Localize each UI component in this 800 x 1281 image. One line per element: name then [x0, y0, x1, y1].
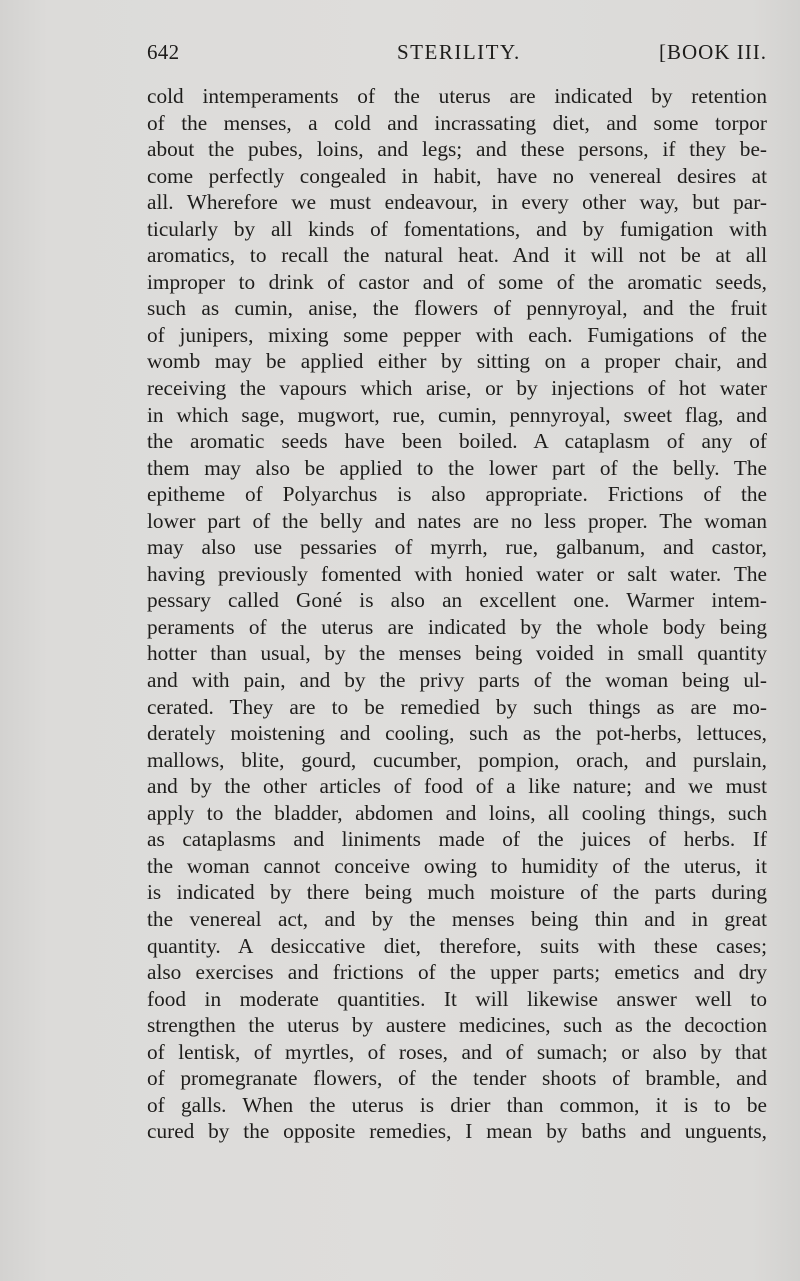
- text-line: having previously fomented with honied water or salt water. The: [147, 561, 767, 586]
- text-line: of junipers, mixing some pepper with each. Fumigations of the: [147, 322, 767, 347]
- text-line: all. Wherefore we must endeavour, in every other way, but par-: [147, 190, 767, 215]
- text-line: as cataplasms and liniments made of the juices of herbs. If: [147, 827, 767, 852]
- text-line: and with pain, and by the privy parts of the woman being ul-: [147, 668, 767, 693]
- text-line: peraments of the uterus are indicated by the whole body being: [147, 614, 767, 639]
- text-line: derately moistening and cooling, such as the pot-herbs, lettuces,: [147, 721, 767, 746]
- text-line: hotter than usual, by the menses being voided in small quantity: [147, 641, 767, 666]
- text-line: about the pubes, loins, and legs; and these persons, if they be-: [147, 137, 767, 162]
- text-line: of lentisk, of myrtles, of roses, and of sumach; or also by that: [147, 1039, 767, 1064]
- text-line: apply to the bladder, abdomen and loins, all cooling things, such: [147, 800, 767, 825]
- body-text: [147, 83, 767, 1145]
- text-line: is indicated by there being much moisture of the parts during: [147, 880, 767, 905]
- text-line: of promegranate flowers, of the tender shoots of bramble, and: [147, 1066, 767, 1091]
- text-line: womb may be applied either by sitting on a proper chair, and: [147, 349, 767, 374]
- text-line: also exercises and frictions of the upper parts; emetics and dry: [147, 960, 767, 985]
- text-line: strengthen the uterus by austere medicines, such as the decoction: [147, 1013, 767, 1038]
- running-title: STERILITY.: [397, 40, 521, 64]
- text-line: ticularly by all kinds of fomentations, and by fumigation with: [147, 216, 767, 241]
- text-line: aromatics, to recall the natural heat. And it will not be at all: [147, 243, 767, 268]
- text-line: receiving the vapours which arise, or by injections of hot water: [147, 376, 767, 401]
- text-line: quantity. A desiccative diet, therefore, suits with these cases;: [147, 933, 767, 958]
- text-line: of galls. When the uterus is drier than common, it is to be: [147, 1092, 767, 1117]
- text-line: may also use pessaries of myrrh, rue, galbanum, and castor,: [147, 535, 767, 560]
- text-line: improper to drink of castor and of some of the aromatic seeds,: [147, 269, 767, 294]
- running-head: [147, 40, 767, 70]
- text-line: and by the other articles of food of a like nature; and we must: [147, 774, 767, 799]
- text-line: the woman cannot conceive owing to humidity of the uterus, it: [147, 853, 767, 878]
- text-line: cold intemperaments of the uterus are indicated by retention: [147, 84, 767, 108]
- text-line: cured by the opposite remedies, I mean by baths and unguents,: [147, 1119, 767, 1144]
- page-number: 642: [147, 40, 180, 64]
- text-line: mallows, blite, gourd, cucumber, pompion, orach, and purslain,: [147, 747, 767, 772]
- text-line: of the menses, a cold and incrassating diet, and some torpor: [147, 110, 767, 135]
- text-line: cerated. They are to be remedied by such things as are mo-: [147, 694, 767, 719]
- text-line: food in moderate quantities. It will likewise answer well to: [147, 986, 767, 1011]
- text-line: the venereal act, and by the menses being thin and in great: [147, 906, 767, 931]
- text-line: them may also be applied to the lower part of the belly. The: [147, 455, 767, 480]
- text-line: the aromatic seeds have been boiled. A cataplasm of any of: [147, 429, 767, 454]
- text-line: pessary called Goné is also an excellent one. Warmer intem-: [147, 588, 767, 613]
- text-line: such as cumin, anise, the flowers of pennyroyal, and the fruit: [147, 296, 767, 321]
- text-line: lower part of the belly and nates are no less proper. The woman: [147, 508, 767, 533]
- book-reference: [BOOK III.: [659, 40, 767, 64]
- text-line: in which sage, mugwort, rue, cumin, pennyroyal, sweet flag, and: [147, 402, 767, 427]
- text-line: come perfectly congealed in habit, have no venereal desires at: [147, 163, 767, 188]
- text-line: epitheme of Polyarchus is also appropriate. Frictions of the: [147, 482, 767, 507]
